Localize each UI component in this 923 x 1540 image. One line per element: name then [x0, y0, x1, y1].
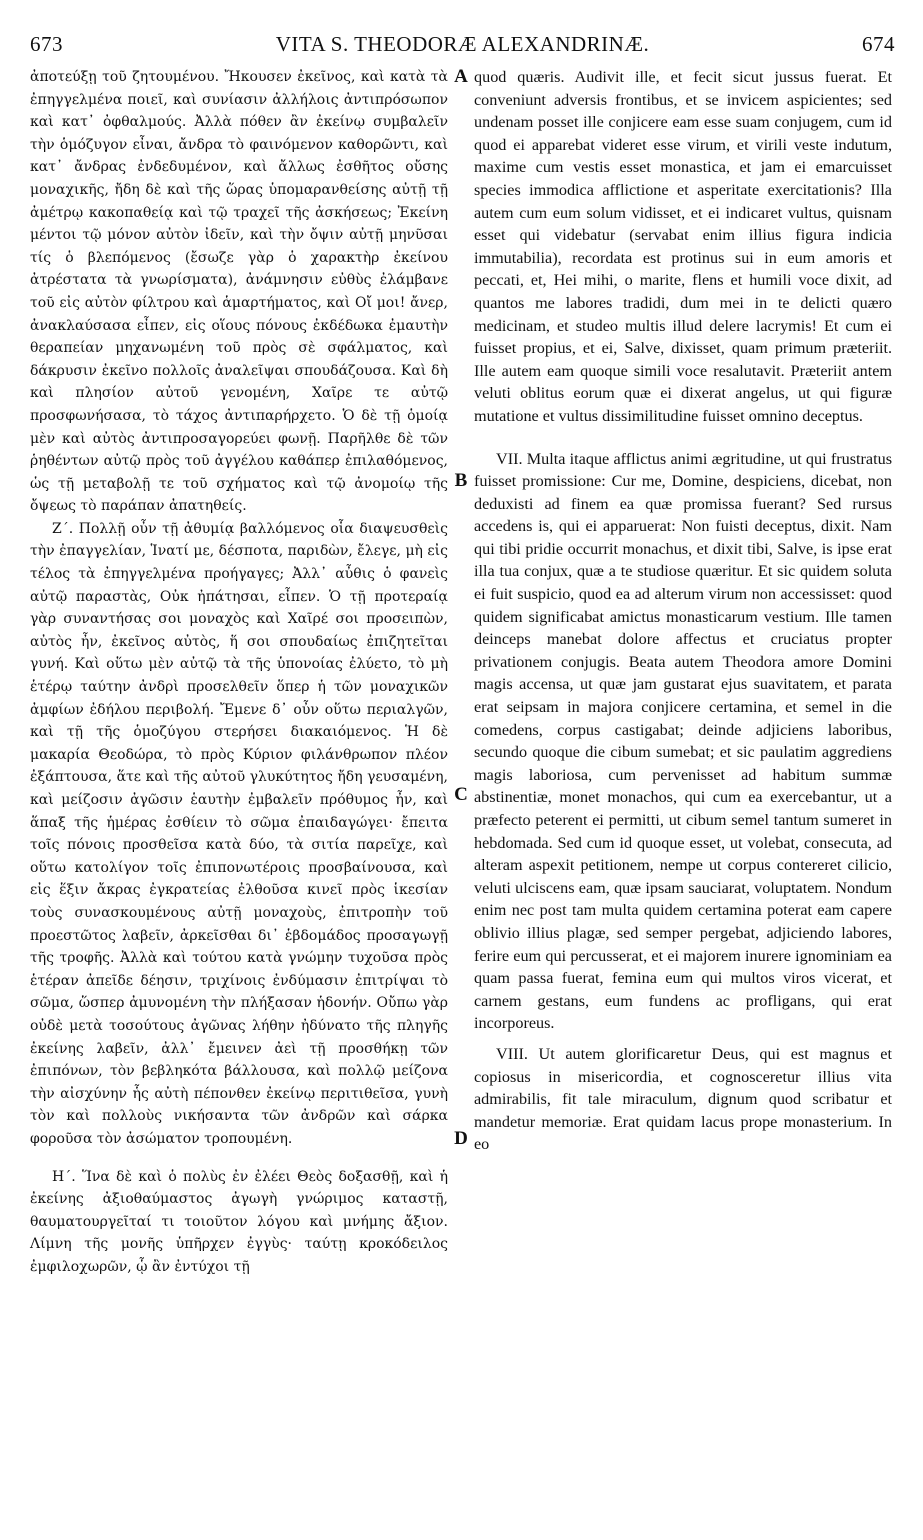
section-marker-a: A	[454, 66, 468, 87]
page-number-right: 674	[862, 32, 895, 56]
latin-column	[474, 66, 892, 1156]
running-header	[30, 32, 895, 62]
section-marker-d: D	[454, 1128, 468, 1149]
page-number-left: 673	[30, 32, 63, 56]
latin-paragraph-3: VIII. Ut autem glorificaretur Deus, qui est magnus et copiosus in misericordia, et cognosceretur illius vita admirabilis, fit tale miraculum, dignum quod scribatur et mandetur memoriæ. Erat quidam lacus prope monasterium. In eo	[474, 1044, 892, 1154]
section-marker-c: C	[454, 784, 468, 805]
greek-paragraph-3: Η΄. Ἵνα δὲ καὶ ὁ πολὺς ἐν ἐλέει Θεὸς δοξασθῇ, καὶ ἡ ἐκείνης ἀξιοθαύμαστος ἀγωγὴ γνώριμος καταστῇ, θαυματουργεῖταί τι τοιοῦτον λόγου καὶ μνήμης ἄξιον. Λίμνη τῆς μονῆς ὑπῆρχεν ἐγγὺς· ταύτῃ κροκόδειλος ἐμφιλοχωρῶν, ᾧ ἂν ἐντύχοι τῇ	[30, 1168, 448, 1275]
latin-paragraph-2: VII. Multa itaque afflictus animi ægritudine, ut qui frustratus fuisset promissione: Cur me, Domine, despiciens, dicebat, non deduxisti ad finem ea quæ promissa fuerant? Sed rursus accedens is, qui ei apparuerat: Non fuisti deceptus, dixit. Nam qui tibi pridie occurrit monachus, et dixit tibi, Salve, is ipse erat illa tua conjux, quæ a te studiose quæritur. Et sic quidem soluta ei fuit suspicio, quod ea ad alterum virum non accessisset: quod quidem significabat amictus monasticarum vestium. Ille tamen deinceps manebat dolore affectus et cruciatus propter privationem conjugis. Beata autem Theodora amore Domini magis accensa, ut quæ jam gustarat ejus suavitatem, et parata erat seipsam in majora conjicere certamina, et semel in die comedens, corpus castigabat; deinde adjiciens laboribus, secundo quoque die cibum sumebat; et sic paulatim aggrediens magis laboriosa, cum pervenisset ad habitum summæ abstinentiæ, monet monachos, qui cum ea exercebantur, ut a præfecto peterent ei permitti, ut cibum semel tantum sumeret in hebdomada. Sed cum id quoque esset, ut volebat, consecuta, ad alteram aspexit petitionem, nempe ut corpus contereret cilicio, veluti ulciscens eam, quæ ipsam sauciarat, voluptatem. Nondum enim nec post tam multa quidem certamina poterat eam capere oblivio illius plagæ, sed semper pergebat, adjiciendo labores, ferire eum qui percusserat, et ei majorem inurere ignominiam ea quam passa fuerat, femina eum qui multos viros vicerat, et carnem gestans, eum fundens ac profligans, qui erat incorporeus.	[474, 449, 892, 1033]
greek-paragraph-1: ἀποτεύξῃ τοῦ ζητουμένου. Ἤκουσεν ἐκεῖνος, καὶ κατὰ τὰ ἐπηγγελμένα ποιεῖ, καὶ συνίασιν ἀλλήλοις ἀντιπρόσωπον καὶ κατ᾽ ὀφθαλμούς. Ἀλλὰ πόθεν ἂν ἐκείνῳ συμβαλεῖν τὴν ὁμόζυγον εἶναι, ἄνδρα τὸ φαινόμενον καθορῶντι, καὶ κατ᾽ ἄνδρας ἐνδεδυμένον, καὶ ἄλλως ἐσθῆτος οὔσης μοναχικῆς, ἤδη δὲ καὶ τῆς ὥρας ὑπομαρανθείσης αὐτῇ τῇ ἀμέτρῳ κακοπαθείᾳ καὶ τῷ τραχεῖ τῆς ἀσκήσεως; Ἐκείνη μέντοι τῷ μόνον αὐτὸν ἰδεῖν, καὶ τὴν ὄψιν αὐτῇ μηνῦσαι τίς ὁ βλεπόμενος (ἔσωζε γὰρ ὁ χαρακτὴρ ἐκείνου ἀτρέστατα τὰ γνωρίσματα), ἀνάμνησιν εὐθὺς ἐλάμβανε τοῦ εἰς αὐτὸν φίλτρου καὶ ἁμαρτήματος, καὶ Οἴ μοι! ἄνερ, ἀνακλαύσασα εἶπεν, εἰς οἵους πόνους ἐκδέδωκα ἐμαυτὴν θεραπείαν μηχανωμένη τοῦ πρὸς σὲ σφάλματος, καὶ δάκρυσιν ἐκεῖνο πολλοῖς ἀναλεῖψαι σπουδάζουσα. Καὶ δὴ καὶ πλησίον αὐτοῦ γενομένη, Χαῖρε τε αὐτῷ προσφωνήσασα, τὸ τάχος ἀντιπαρήρχετο. Ὁ δὲ τῇ ὁμοίᾳ μὲν καὶ αὐτὸς ἀντιπροσαγορεύει φωνῇ. Παρῆλθε δὲ τῶν ῥηθέντων αὐτῷ πρὸς τοῦ ἀγγέλου καθάπερ ἐπιλαθόμενος, ὡς τῇ μεταβολῇ τε τοῦ σχήματος καὶ τῷ ἀνομοίῳ τῆς ὄψεως τὸ παράπαν ἀπατηθείς.	[30, 69, 448, 515]
greek-paragraph-2: Ζ΄. Πολλῇ οὖν τῇ ἀθυμίᾳ βαλλόμενος οἷα διαψευσθεὶς τὴν ἐπαγγελίαν, Ἱνατί με, δέσποτα, παριδὼν, ἔλεγε, μὴ εἰς τέλος τὰ ἐπηγγελμένα προήγαγες; Ἀλλ᾽ αὖθις ὁ φανεὶς αὐτῷ παραστὰς, Οὐκ ἠπάτησαι, εἶπεν. Ὁ τῇ προτεραίᾳ γὰρ συναντήσας σοι μοναχὸς καὶ Χαῖρέ σοι προσειπὼν, αὐτὸς ἦν, ἐκεῖνος αὐτὸς, ἥ σοι σπουδαίως ἐπιζητεῖται γυνή. Καὶ οὕτω μὲν αὐτῷ τὰ τῆς ὑπονοίας ἐλύετο, τὸ μὴ ἑτέρῳ ταύτην ἀνδρὶ προσελθεῖν ὅπερ ἡ τῶν μοναχικῶν ἀμφίων ἐδήλου περιβολή. Ἔμενε δ᾽ οὖν οὕτω περιαλγῶν, καὶ τῇ τῆς ὁμοζύγου στερήσει διακαιόμενος. Ἡ δὲ μακαρία Θεοδώρα, τὸ πρὸς Κύριον φιλάνθρωπον πλέον ἐξάπτουσα, ἅτε καὶ τῆς αὐτοῦ γλυκύτητος ἤδη γευσαμένη, καὶ μείζοσιν ἀγῶσιν ἑαυτὴν ἐμβαλεῖν πρόθυμος ἦν, καὶ ἅπαξ τῆς ἡμέρας ἐσθίειν τὸ σῶμα ἐπαιδαγώγει· ἔπειτα τοῖς πόνοις προσθεῖσα κατὰ δύο, τὰ σιτία παρεῖχε, καὶ οὕτω κατολίγον τοῖς ἐπιπονωτέροις προσβαίνουσα, καὶ εἰς ἕξιν ἄκρας ἐγκρατείας ἐλθοῦσα κινεῖ πρὸς ἱκεσίαν τοὺς συνασκουμένους αὐτῇ μοναχοὺς, ἐπιτροπὴν τοῦ προεστῶτος λαβεῖν, ἀρκεῖσθαι δι᾽ ἑβδομάδος προσαγωγῇ τῆς τροφῆς. Ἀλλὰ καὶ τούτου κατὰ γνώμην τυχοῦσα πρὸς ἑτέραν ἀπεῖδε δέησιν, τριχίνοις ἐνδύμασιν ἐπιτρίψαι τὸ σῶμα, ὥσπερ ἀμυνομένη τὴν πλήξασαν ἡδονήν. Οὔπω γὰρ οὐδὲ μετὰ τοσούτους ἀγῶνας λήθην ἠδύνατο τῆς πληγῆς ἐκείνης λαβεῖν, ἀλλ᾽ ἔμεινεν ἀεὶ τῇ προσθήκῃ τῶν ἐπιπόνων, τὸν βεβληκότα βάλλουσα, καὶ πολλῷ μείζονα τὴν αἰσχύνην ἧς αὐτὴ πέπονθεν ἐκείνῳ περιτιθεῖσα, γυνὴ τὸν καὶ πολλοὺς νικήσαντα τῶν ἀνδρῶν καὶ σάρκα φοροῦσα τὸν ἀσώματον τροπουμένη.	[30, 520, 448, 1147]
section-marker-b: B	[454, 470, 468, 491]
greek-column	[30, 66, 448, 1278]
latin-paragraph-1: quod quæris. Audivit ille, et fecit sicut jussus fuerat. Et conveniunt adversis frontibus, et se invicem aspicientes; sed undenam posset ille conjicere eam esse suam conjugem, cum id quod ei apparebat videret esse virum, et virili veste indutum, maxime cum vestis esset monastica, et jam ei emarcuisset species immodica afflictione et asperitate exercitationis? Illa autem cum eum solum vidisset, et ei indicaret vultus, quisnam esset qui videbatur (servabat enim illius figura indicia immutabilia), recordata est protinus sui in eum amoris et peccati, et, Hei mihi, o marite, flens et humili voce dixit, ad quantos me labores tradidi, dum mei in te delicti quæro medicinam, et studeo multis illud delere lacrymis! Et cum ei fuisset propius, et ei, Salve, dixisset, quam primum præteriit. Ille autem eam quoque simili voce resalutavit. Præteriit antem veluti oblitus eorum quæ ei dixerat angelus, ut qui figuræ mutatione et vultus dissimilitudine fuisset omnino deceptus.	[474, 68, 892, 425]
running-title: VITA S. THEODORÆ ALEXANDRINÆ.	[275, 32, 650, 56]
